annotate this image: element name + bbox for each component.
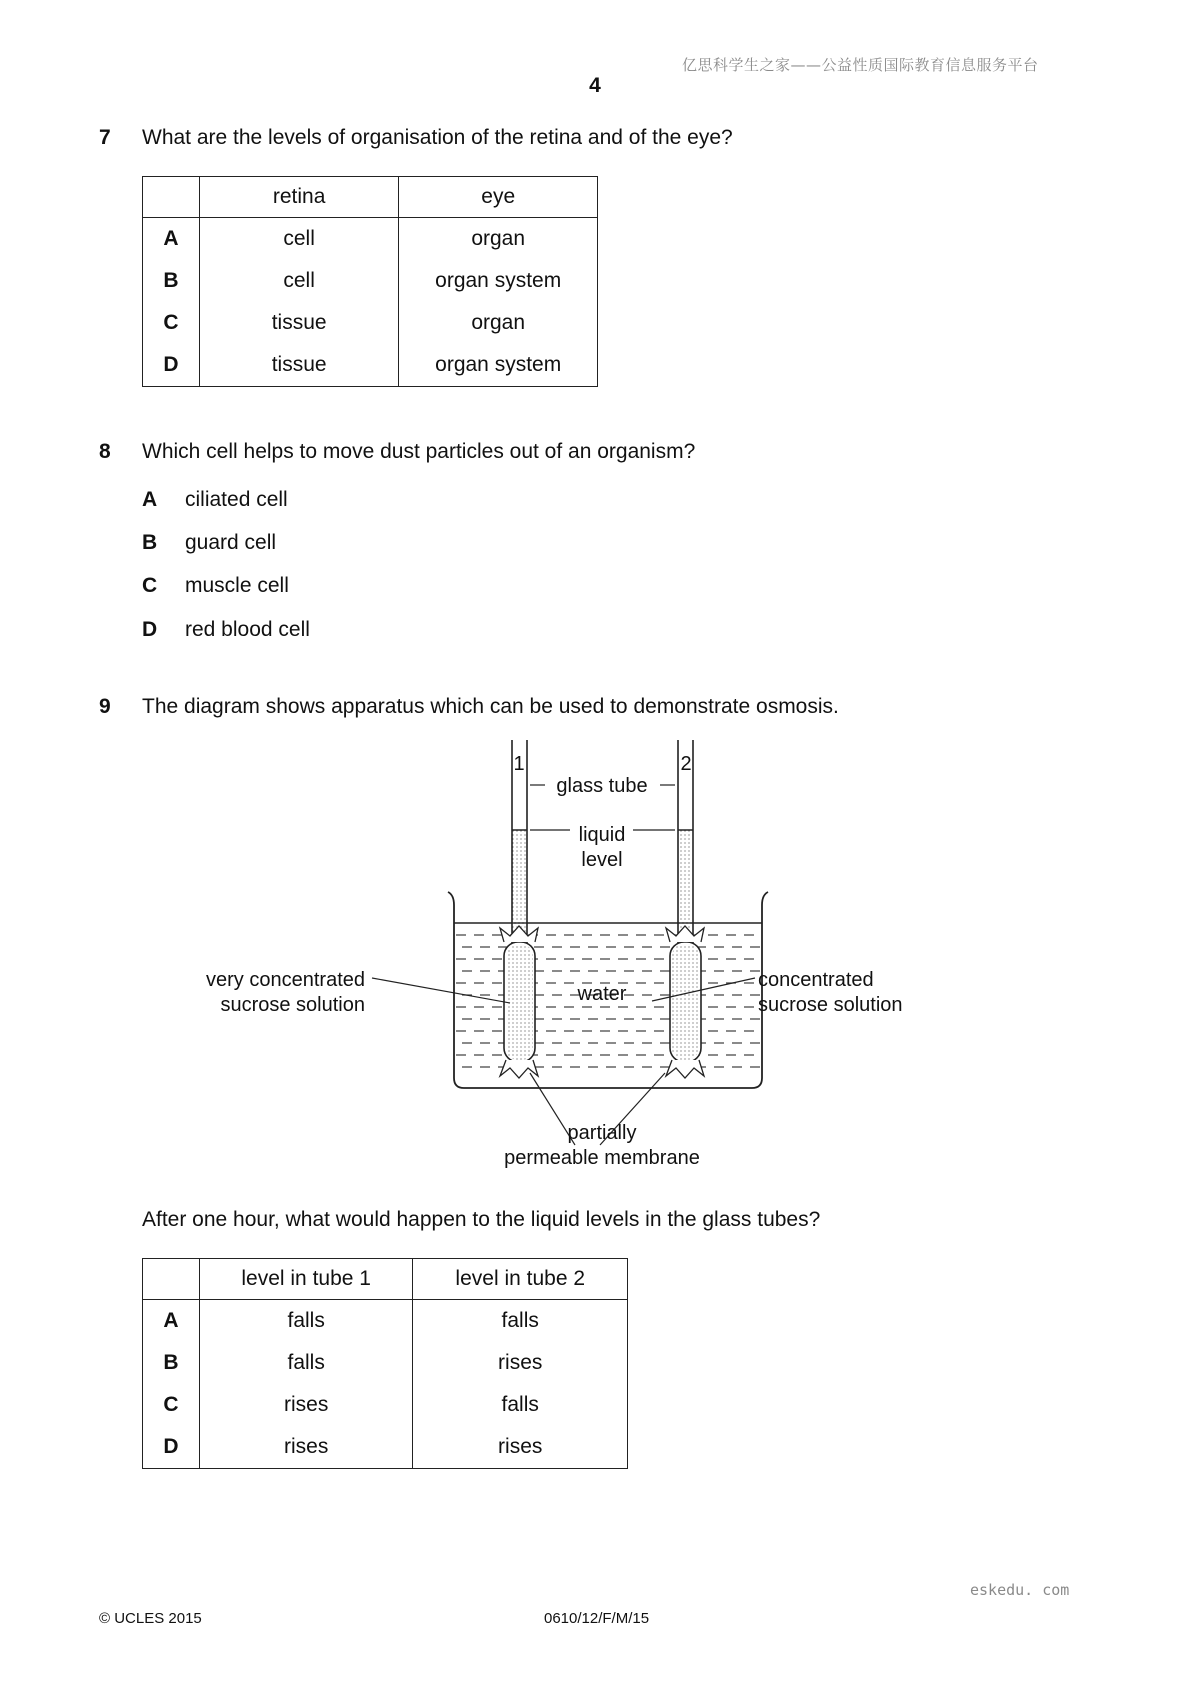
table-row: [143, 1300, 628, 1343]
table-cell: organ system: [399, 344, 598, 387]
table-cell: rises: [199, 1426, 413, 1469]
table-header-cell: level in tube 2: [413, 1259, 628, 1300]
table-row: [143, 260, 598, 302]
table-cell: cell: [199, 218, 399, 261]
membrane-label: partially: [567, 1122, 637, 1144]
question-7-number: 7: [99, 126, 111, 149]
question-7-text: What are the levels of organisation of the retina and of the eye?: [142, 126, 733, 149]
table-header-cell: retina: [199, 177, 399, 218]
concentrated-label: concentrated: [758, 969, 874, 991]
page-number: 4: [589, 74, 601, 97]
table-cell: falls: [413, 1384, 628, 1426]
concentrated-label: sucrose solution: [758, 994, 903, 1016]
table-row: [143, 344, 598, 387]
question-9-table: [142, 1258, 628, 1469]
option-letter: D: [143, 344, 200, 387]
option-letter: D: [143, 1426, 200, 1469]
table-cell: falls: [199, 1300, 413, 1343]
option-letter: C: [142, 574, 158, 597]
table-header-cell: level in tube 1: [199, 1259, 413, 1300]
table-header-row: [143, 1259, 628, 1300]
glass-tube-label: glass tube: [556, 775, 648, 797]
table-cell: rises: [413, 1426, 628, 1469]
option-letter: D: [142, 618, 158, 641]
option-letter: C: [143, 1384, 200, 1426]
glass-tube-1: [500, 740, 538, 1078]
table-cell: organ: [399, 218, 598, 261]
question-7-table: [142, 176, 598, 387]
table-row: [143, 1384, 628, 1426]
tube-1-label: 1: [513, 753, 525, 775]
table-cell: tissue: [199, 344, 399, 387]
table-cell: rises: [413, 1342, 628, 1384]
option-letter: B: [142, 531, 158, 554]
option-letter: A: [143, 218, 200, 261]
table-cell: rises: [199, 1384, 413, 1426]
membrane-label: permeable membrane: [504, 1147, 700, 1169]
watermark-text: 亿思科学生之家——公益性质国际教育信息服务平台: [682, 56, 1039, 74]
site-watermark: eskedu. com: [970, 1581, 1070, 1599]
footer-copyright: © UCLES 2015: [99, 1610, 202, 1627]
option-letter: A: [142, 488, 158, 511]
table-cell: cell: [199, 260, 399, 302]
table-cell: organ: [399, 302, 598, 344]
option-letter: A: [143, 1300, 200, 1343]
table-row: [143, 1426, 628, 1469]
option-letter: B: [143, 1342, 200, 1384]
table-cell: organ system: [399, 260, 598, 302]
question-8-number: 8: [99, 440, 111, 463]
option-letter: C: [143, 302, 200, 344]
question-9-text: The diagram shows apparatus which can be used to demonstrate osmosis.: [142, 695, 839, 718]
option-text: red blood cell: [185, 618, 310, 641]
water-label: water: [577, 983, 627, 1005]
option-text: guard cell: [185, 531, 277, 554]
table-header-row: [143, 177, 598, 218]
osmosis-apparatus-diagram: [200, 730, 1000, 1190]
option-text: muscle cell: [185, 574, 289, 597]
footer-paper-code: 0610/12/F/M/15: [544, 1610, 650, 1627]
table-row: [143, 218, 598, 261]
very-concentrated-label: very concentrated: [206, 969, 365, 991]
question-8-text: Which cell helps to move dust particles out of an organism?: [142, 440, 696, 463]
option-text: ciliated cell: [185, 488, 288, 511]
very-concentrated-label: sucrose solution: [220, 994, 365, 1016]
question-9-followup: After one hour, what would happen to the liquid levels in the glass tubes?: [142, 1208, 821, 1231]
liquid-level-label: liquid: [578, 824, 626, 846]
tube-2-label: 2: [680, 753, 692, 775]
table-cell: falls: [199, 1342, 413, 1384]
table-header-cell: [143, 1259, 200, 1300]
question-9-number: 9: [99, 695, 111, 718]
table-header-cell: eye: [399, 177, 598, 218]
table-cell: falls: [413, 1300, 628, 1343]
table-header-cell: [143, 177, 200, 218]
table-cell: tissue: [199, 302, 399, 344]
glass-tube-2: [666, 740, 704, 1078]
table-row: [143, 1342, 628, 1384]
liquid-level-label: level: [581, 849, 623, 871]
table-row: [143, 302, 598, 344]
option-letter: B: [143, 260, 200, 302]
